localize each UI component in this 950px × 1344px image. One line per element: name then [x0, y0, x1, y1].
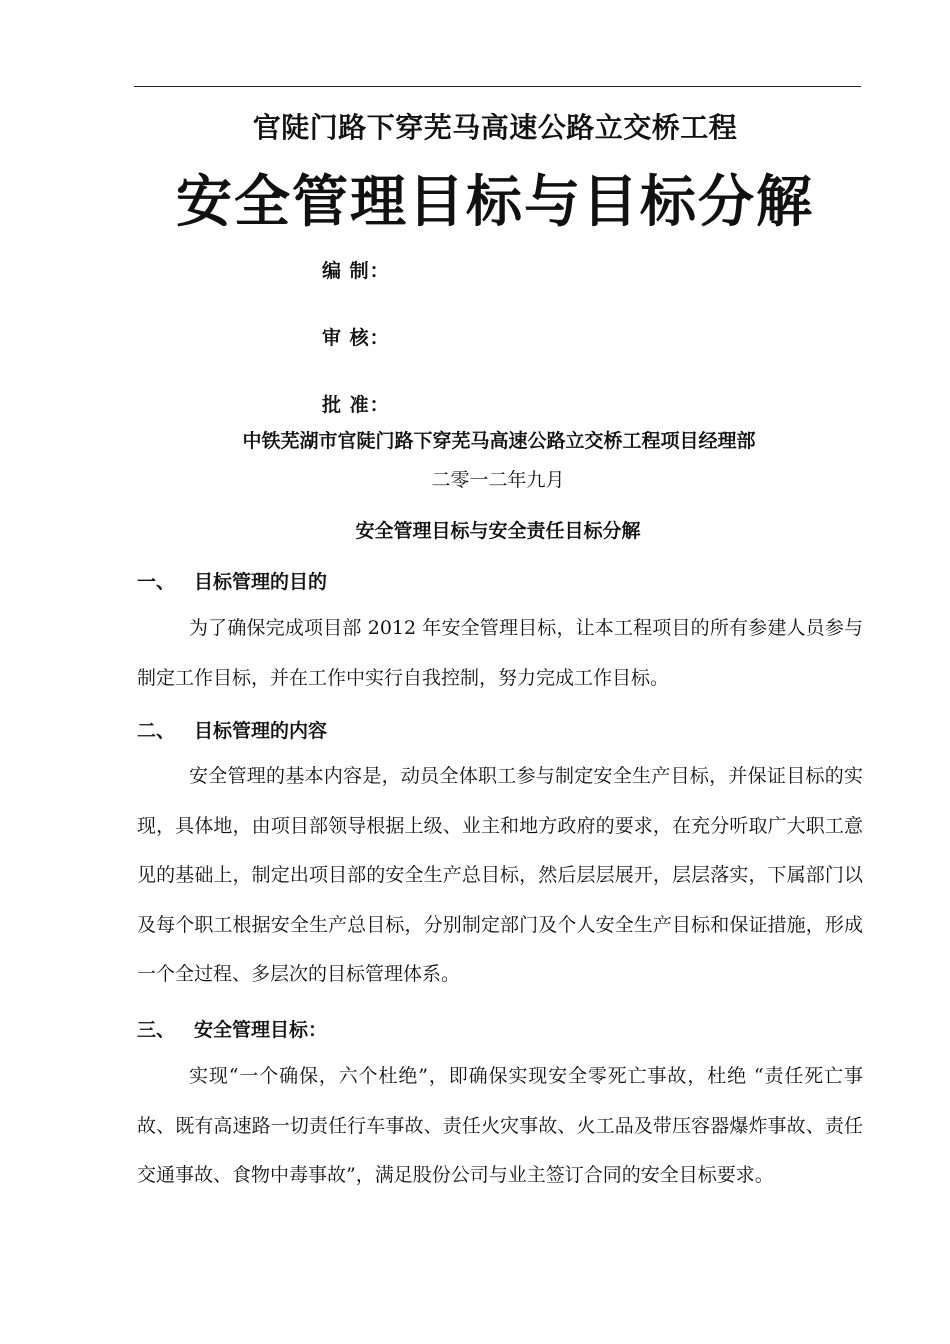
organization-name: 中铁芜湖市官陡门路下穿芜马高速公路立交桥工程项目经理部: [242, 430, 756, 452]
section-title-3: 安全管理目标：: [194, 1019, 328, 1041]
section-heading-2: [137, 716, 327, 743]
section-body-2: 安全管理的基本内容是，动员全体职工参与制定安全生产目标，并保证目标的实现，具体地，由项目部领导根据上级、业主和地方政府的要求，在充分听取广大职工意见的基础上，制定出项目部的安全生产总目标，然后层层展开，层层落实，下属部门以及每个职工根据安全生产总目标，分别制定部门及个人安全生产目标和保证措施，形成一个全过程、多层次的目标管理体系。: [137, 765, 863, 986]
section-title-2: 目标管理的内容: [194, 720, 328, 742]
section-number-3: 三、: [137, 1019, 176, 1041]
main-title: 安全管理目标与目标分解: [176, 170, 814, 235]
section-number-2: 二、: [137, 720, 176, 742]
section-heading-3: [137, 1015, 327, 1042]
section-heading-1: [137, 567, 327, 594]
document-subtitle: 安全管理目标与安全责任目标分解: [355, 520, 641, 542]
section-title-1: 目标管理的目的: [194, 571, 328, 593]
prepared-by-label: 编 制：: [322, 260, 390, 282]
project-title: 官陡门路下穿芜马高速公路立交桥工程: [252, 111, 738, 144]
approved-by-label: 批 准：: [322, 394, 390, 416]
section-body-3: 实现“一个确保，六个杜绝”，即确保实现安全零死亡事故，杜绝 “责任死亡事故、既有高速路一切责任行车事故、责任火灾事故、火工品及带压容器爆炸事故、责任交通事故、食物中毒事故”，满足股份公司与业主签订合同的安全目标要求。: [137, 1065, 863, 1187]
document-date: 二零一二年九月: [431, 469, 565, 491]
section-body-1: 为了确保完成项目部 2012 年安全管理目标，让本工程项目的所有参建人员参与制定工作目标，并在工作中实行自我控制，努力完成工作目标。: [137, 617, 863, 689]
header-rule: [134, 86, 861, 87]
reviewed-by-label: 审 核：: [322, 327, 390, 349]
section-number-1: 一、: [137, 571, 176, 593]
